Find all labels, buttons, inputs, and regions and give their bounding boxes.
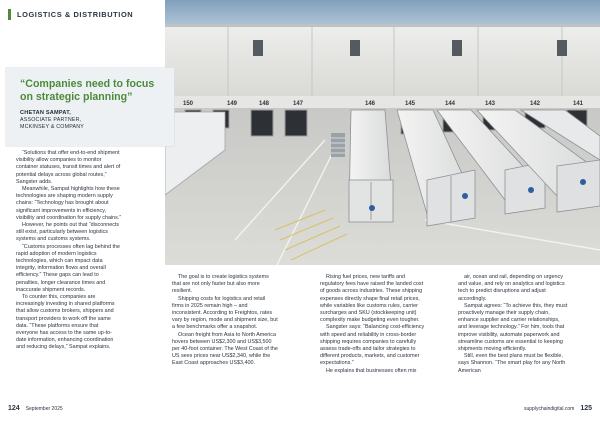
paragraph: “Solutions that offer end-to-end shipment visibility allow companies to monitor container statuses, transit times and alert of potential delays across global routes,” Sangster adds. <box>16 150 121 185</box>
pull-quote-author <box>20 110 84 130</box>
dock-number: 141 <box>573 101 584 107</box>
paragraph: However, he points out that “disconnects still exist, particularly between logistics systems and customs systems. <box>16 222 120 243</box>
paragraph: Rising fuel prices, new tariffs and regulatory fees have raised the landed cost of goods across industries. These shipping expenses directly shape final retail prices, while variables like customs rules, carrier surcharges and SKU (stockkeeping unit) complexity make budgeting even tougher. <box>320 274 424 324</box>
paragraph: Meanwhile, Sampat highlights how these technologies are shaping modern supply chains: “Technology has brought about significant improvements in efficiency, visibility and coordination for supply chains.” <box>16 186 122 221</box>
dock-number: 143 <box>485 101 496 107</box>
dock-number: 145 <box>405 101 416 107</box>
dock-number: 144 <box>445 101 456 107</box>
pull-quote-text: “Companies need to focus on strategic planning” <box>20 78 155 103</box>
website-url[interactable]: supplychaindigital.com <box>524 406 575 412</box>
paragraph: To counter this, companies are increasingly investing in shared platforms that allow customs brokers, shippers and transport providers to work off the same data. “These platforms ensure that everyone has access to the same up-to-date information, enhancing coordination and reducing delays,” Sampat explains. <box>16 294 115 351</box>
body-column-3 <box>320 274 426 375</box>
section-accent-bar <box>8 9 11 20</box>
right-page-number: 125 <box>580 405 592 412</box>
right-page-footer <box>524 405 592 412</box>
body-column-4 <box>458 274 570 375</box>
paragraph: The goal is to create logistics systems that are not only faster but also more resilient. <box>172 274 269 295</box>
paragraph: Shipping costs for logistics and retail firms in 2025 remain high – and inconsistent. According to Freightos, rates vary by region, mode and shipment size, but a few benchmarks offer a snapshot. <box>172 295 278 331</box>
body-column-2 <box>172 274 278 368</box>
section-title: LOGISTICS & DISTRIBUTION <box>17 9 134 19</box>
author-company: MCKINSEY & COMPANY <box>20 123 85 130</box>
dock-number: 142 <box>530 101 541 107</box>
paragraph: “Customs processes often lag behind the rapid adoption of modern logistics technologies, which can impact data integrity, information flows and overall efficiency.” These gaps can lead to penalties, longer clearance times and inaccurate shipment records. <box>16 243 120 293</box>
body-column-1 <box>16 150 122 352</box>
dock-number: 149 <box>227 101 238 107</box>
paragraph: Still, even the best plans must be flexible, says Shannon. “The smart play for any North American <box>458 353 566 374</box>
section-header <box>8 6 133 22</box>
paragraph: He explains that businesses often mix <box>326 367 417 374</box>
warehouse-photo <box>165 0 600 265</box>
paragraph: Sangster says: “Balancing cost-efficiency with speed and reliability in cross-border shipping requires companies to carefully assess trade-offs and tailor strategies to different products, markets, and customer expectations.” <box>320 324 425 367</box>
paragraph: Ocean freight from Asia to North America hovers between US$2,300 and US$3,500 per 40-foot container. The West Coast of the US sees prices near US$2,340, while the East Coast approaches US$3,400. <box>172 331 278 367</box>
dock-number: 146 <box>365 101 376 107</box>
paragraph: Sampat agrees: “To achieve this, they must proactively manage their supply chain, enhance supplier and carrier relationships, and leverage technology.” For him, tools that improve visibility, automate paperwork and streamline customs are essential to keeping shipments moving efficiently. <box>458 302 568 353</box>
author-name: CHETAN SAMPAT, <box>20 110 71 116</box>
dock-number: 148 <box>259 101 270 107</box>
warehouse-wall <box>165 24 600 100</box>
paragraph: air, ocean and rail, depending on urgency and value, and rely on analytics and logistics tech to predict disruptions and adjust accordingly. <box>458 274 565 302</box>
dock-number: 150 <box>183 101 194 107</box>
left-page-number: 124 <box>8 405 20 412</box>
issue-date: September 2025 <box>25 406 63 412</box>
author-title: ASSOCIATE PARTNER, <box>20 116 82 123</box>
pull-quote-box <box>6 68 174 146</box>
dock-number: 147 <box>293 101 304 107</box>
left-page-footer <box>8 405 63 412</box>
